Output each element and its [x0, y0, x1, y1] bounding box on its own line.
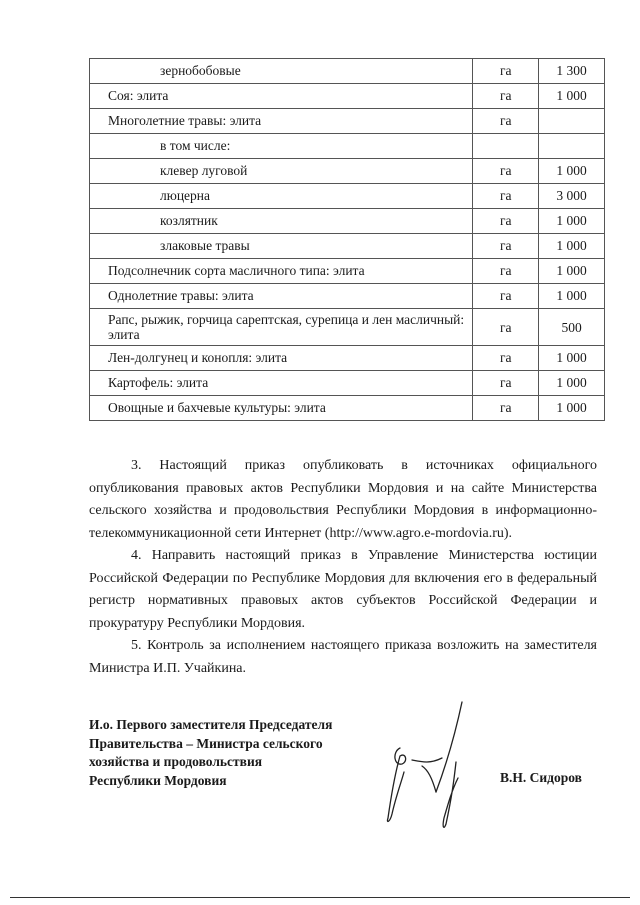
signer-title-line: И.о. Первого заместителя Председателя	[89, 717, 333, 732]
crop-name-cell: Многолетние травы: элита	[90, 109, 473, 134]
crop-name-cell: Однолетние травы: элита	[90, 284, 473, 309]
unit-cell	[473, 134, 539, 159]
table-row	[90, 309, 605, 346]
value-cell: 1 000	[539, 209, 605, 234]
table-row	[90, 396, 605, 421]
table-row	[90, 209, 605, 234]
unit-cell: га	[473, 234, 539, 259]
order-paragraphs	[89, 455, 597, 680]
unit-cell: га	[473, 209, 539, 234]
unit-cell: га	[473, 396, 539, 421]
value-cell: 1 300	[539, 59, 605, 84]
handwritten-signature	[372, 700, 492, 830]
unit-cell: га	[473, 259, 539, 284]
value-cell	[539, 134, 605, 159]
unit-cell: га	[473, 371, 539, 396]
signer-title-line: Республики Мордовия	[89, 772, 227, 788]
value-cell: 1 000	[539, 284, 605, 309]
value-cell: 1 000	[539, 159, 605, 184]
table-row	[90, 109, 605, 134]
value-cell: 1 000	[539, 234, 605, 259]
table-row	[90, 159, 605, 184]
paragraph-4: 4. Направить настоящий приказ в Управление Министерства юстиции Российской Федерации по Республике Мордовия для включения его в федеральный регистр нормативных правовых актов субъектов Российской Федерации и прокуратуру Республики Мордовия.	[89, 548, 597, 631]
table-row	[90, 284, 605, 309]
table-row	[90, 84, 605, 109]
crop-name-cell: клевер луговой	[90, 159, 473, 184]
crop-name-cell: Овощные и бахчевые культуры: элита	[90, 396, 473, 421]
crop-name-cell: Картофель: элита	[90, 371, 473, 396]
signer-title-line: хозяйства и продовольствия	[89, 754, 263, 769]
table-row	[90, 59, 605, 84]
table-row	[90, 134, 605, 159]
value-cell: 1 000	[539, 396, 605, 421]
paragraph-5: 5. Контроль за исполнением настоящего приказа возложить на заместителя Министра И.П. Учайкина.	[89, 638, 597, 676]
table-row	[90, 371, 605, 396]
unit-cell: га	[473, 59, 539, 84]
unit-cell: га	[473, 346, 539, 371]
signer-title	[89, 716, 332, 790]
crop-name-cell: в том числе:	[90, 134, 473, 159]
crop-name-cell: Подсолнечник сорта масличного типа: элита	[90, 259, 473, 284]
table-row	[90, 234, 605, 259]
table-row	[90, 346, 605, 371]
crop-name-cell: Соя: элита	[90, 84, 473, 109]
crops-table	[89, 58, 605, 421]
crop-name-cell: Рапс, рыжик, горчица сарептская, сурепица и лен масличный: элита	[90, 309, 473, 346]
value-cell: 1 000	[539, 346, 605, 371]
unit-cell: га	[473, 159, 539, 184]
table-row	[90, 259, 605, 284]
paragraph-3: 3. Настоящий приказ опубликовать в источниках официального опубликования правовых актов Республики Мордовия и на сайте Министерства сельского хозяйства и продовольствия Республики Мордовия в информационно-телекоммуникационной сети Интернет (http://www.agro.e-mordovia.ru).	[89, 458, 597, 541]
value-cell: 500	[539, 309, 605, 346]
crop-name-cell: зернобобовые	[90, 59, 473, 84]
unit-cell: га	[473, 109, 539, 134]
value-cell: 3 000	[539, 184, 605, 209]
value-cell: 1 000	[539, 84, 605, 109]
footer-divider	[10, 897, 630, 898]
table-row	[90, 184, 605, 209]
unit-cell: га	[473, 284, 539, 309]
crop-name-cell: Лен-долгунец и конопля: элита	[90, 346, 473, 371]
unit-cell: га	[473, 84, 539, 109]
signer-title-line: Правительства – Министра сельского	[89, 735, 323, 751]
crops-table-body	[90, 59, 605, 421]
value-cell: 1 000	[539, 259, 605, 284]
unit-cell: га	[473, 184, 539, 209]
crop-name-cell: люцерна	[90, 184, 473, 209]
value-cell: 1 000	[539, 371, 605, 396]
signer-name: В.Н. Сидоров	[500, 770, 582, 785]
unit-cell: га	[473, 309, 539, 346]
value-cell	[539, 109, 605, 134]
crop-name-cell: козлятник	[90, 209, 473, 234]
crop-name-cell: злаковые травы	[90, 234, 473, 259]
